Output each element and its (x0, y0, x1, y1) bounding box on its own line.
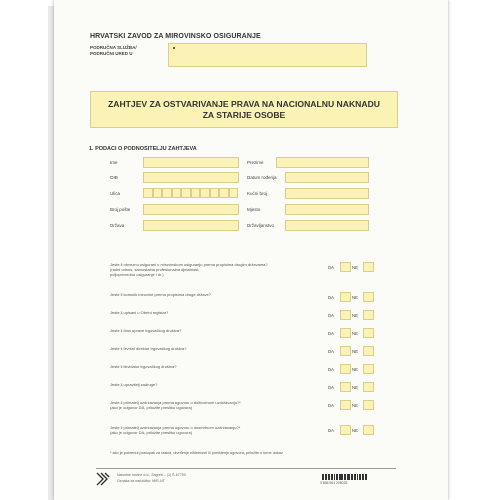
field-oib-top[interactable] (143, 172, 239, 183)
answer-yes-label: DA (328, 265, 334, 270)
field-datum-rodenja[interactable] (285, 172, 369, 183)
publisher-logo-icon (96, 472, 110, 486)
label-ulica: Ulica (110, 191, 121, 196)
answer-no-checkbox[interactable] (363, 364, 374, 374)
title-line2: ZA STARIJE OSOBE (202, 109, 286, 120)
answer-yes-label: DA (328, 428, 334, 433)
barcode-bar (332, 474, 333, 480)
oib-digit[interactable] (172, 188, 182, 198)
answer-yes-label: DA (328, 349, 334, 354)
answer-no-label: NE (352, 385, 358, 390)
office-label (90, 45, 137, 56)
answer-yes-label: DA (328, 403, 334, 408)
question-line: Jeste li izvršni direktor trgovačkog društva? (110, 346, 187, 351)
answer-yes-label: DA (328, 313, 334, 318)
section-heading: 1. PODACI O PODNOSITELJU ZAHTJEVA (89, 146, 197, 152)
label-ime: Ime (110, 160, 118, 165)
barcode-bar (345, 474, 346, 480)
answer-yes-checkbox[interactable] (340, 310, 351, 320)
oib-digit-boxes[interactable] (143, 188, 238, 198)
question-text (110, 382, 320, 387)
question-line: (radni odnos, samostalna profesionalna djelatnost, (110, 267, 200, 273)
answer-no-checkbox[interactable] (363, 328, 374, 338)
question-line: Jeste li korisnik mirovine prema propisima druge države? (110, 292, 211, 297)
office-label-line2: PODRUČNI URED U (90, 50, 133, 56)
question-text (110, 328, 320, 333)
question-text (110, 364, 320, 369)
question-text (110, 400, 320, 410)
answer-no-checkbox[interactable] (363, 400, 374, 410)
answer-no-label: NE (352, 428, 358, 433)
red-mark (173, 47, 175, 49)
field-mjesto[interactable] (285, 204, 369, 215)
field-drzavljanstvo[interactable] (285, 220, 369, 231)
footnote: * ako je pokrenut postupak za raskid, utvrđenje ništetnosti ili poništenje ugovora, priložite o tome dokaz (110, 451, 283, 455)
answer-yes-checkbox[interactable] (340, 292, 351, 302)
answer-yes-checkbox[interactable] (340, 328, 351, 338)
label-drzavljanstvo: Državljanstvo (247, 223, 275, 228)
field-prezime[interactable] (276, 157, 369, 168)
answer-no-checkbox[interactable] (363, 310, 374, 320)
answer-yes-label: DA (328, 331, 334, 336)
oib-digit[interactable] (143, 188, 153, 198)
answer-no-label: NE (352, 331, 358, 336)
label-kucni-broj: Kućni broj (247, 191, 268, 196)
answer-yes-checkbox[interactable] (340, 400, 351, 410)
publisher-line1: Narodne novine d.d., Zagreb – (1) Š-67750 (117, 473, 186, 477)
oib-digit[interactable] (153, 188, 163, 198)
answer-yes-checkbox[interactable] (340, 346, 351, 356)
answer-no-label: NE (352, 349, 358, 354)
field-broj-poste[interactable] (143, 204, 239, 215)
answer-no-label: NE (352, 403, 358, 408)
label-broj-poste: Broj pošte (110, 207, 131, 212)
answer-no-checkbox[interactable] (363, 425, 374, 435)
answer-no-checkbox[interactable] (363, 382, 374, 392)
barcode-bar (329, 474, 331, 480)
answer-yes-label: DA (328, 295, 334, 300)
oib-digit[interactable] (229, 188, 239, 198)
question-line: Jeste li upravitelj zadruge? (110, 382, 158, 387)
organization-name: HRVATSKI ZAVOD ZA MIROVINSKO OSIGURANJE (90, 33, 261, 40)
label-oib: OIB (110, 175, 118, 180)
footer-divider (96, 468, 396, 469)
answer-yes-checkbox[interactable] (340, 425, 351, 435)
barcode (322, 474, 368, 480)
answer-yes-label: DA (328, 367, 334, 372)
question-text (110, 346, 320, 351)
answer-no-label: NE (352, 265, 358, 270)
label-prezime: Prezime (247, 160, 264, 165)
barcode-number: 3 856 961 208025 (320, 481, 348, 485)
answer-no-checkbox[interactable] (363, 292, 374, 302)
question-text (110, 425, 320, 435)
question-line: Jeste li upisani u Obrtni registar? (110, 310, 169, 315)
oib-digit[interactable] (162, 188, 172, 198)
title-line1: ZAHTJEV ZA OSTVARIVANJE PRAVA NA NACIONALNU NAKNADU (108, 98, 380, 109)
question-text (110, 292, 320, 297)
field-kucni-broj[interactable] (285, 188, 369, 199)
question-line: (ako je odgovor DA, priložite presliku ugovora) (110, 405, 193, 411)
form-title (90, 91, 398, 128)
label-datum-rodenja: Datum rođenja (247, 175, 277, 180)
publisher-line2: Oznaka za narudžbu: MIR-NT (117, 479, 165, 483)
oib-digit[interactable] (181, 188, 191, 198)
answer-yes-checkbox[interactable] (340, 364, 351, 374)
question-line: (ako je odgovor DA, priložite presliku ugovora) (110, 430, 193, 436)
oib-digit[interactable] (200, 188, 210, 198)
question-line: Jeste li primatelj uzdržavanja prema ugovoru o doživotnom uzdržavanju?* (110, 400, 241, 405)
question-line: Jeste li član uprave trgovačkog društva? (110, 328, 182, 333)
oib-digit[interactable] (191, 188, 201, 198)
question-line: poljoprivredno osiguranje i dr.) (110, 272, 164, 278)
oib-digit[interactable] (210, 188, 220, 198)
answer-yes-checkbox[interactable] (340, 262, 351, 272)
answer-yes-checkbox[interactable] (340, 382, 351, 392)
answer-no-label: NE (352, 313, 358, 318)
oib-digit[interactable] (219, 188, 229, 198)
answer-no-label: NE (352, 367, 358, 372)
question-line: Jeste li obvezno osigurani u mirovinskom osiguranju prema propisima drugim državama? (110, 262, 268, 267)
field-ime[interactable] (143, 157, 239, 168)
question-line: Jeste li likvidator trgovačkog društva? (110, 364, 177, 369)
question-text (110, 310, 320, 315)
label-mjesto: Mjesto (247, 207, 261, 212)
question-line: Jeste li primatelj uzdržavanja prema ugovoru o dosmrtnom uzdržavanju?* (110, 425, 241, 430)
answer-no-label: NE (352, 295, 358, 300)
barcode-bar (357, 474, 359, 480)
answer-yes-label: DA (328, 385, 334, 390)
question-text (110, 262, 320, 278)
label-drzava: Država (110, 223, 125, 228)
answer-no-checkbox[interactable] (363, 346, 374, 356)
answer-no-checkbox[interactable] (363, 262, 374, 272)
field-drzava[interactable] (143, 220, 239, 231)
office-field[interactable] (168, 43, 367, 67)
barcode-bar (366, 474, 367, 480)
office-label-line1: PODRUČNA SLUŽBA/ (90, 45, 137, 50)
